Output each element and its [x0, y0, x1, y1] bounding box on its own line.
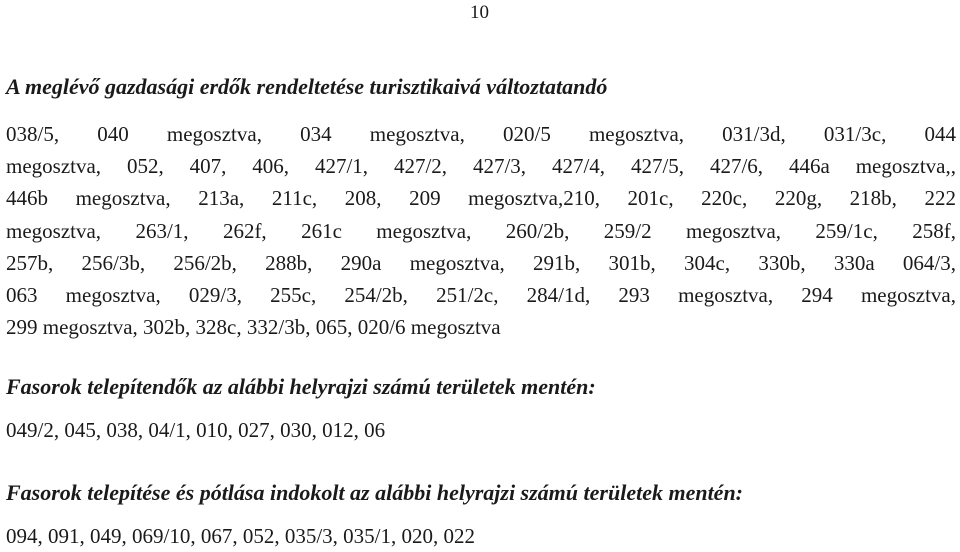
parcel-line: 049/2, 045, 038, 04/1, 010, 027, 030, 012, 06	[6, 418, 386, 442]
parcel-line: megosztva, 263/1, 262f, 261c megosztva, 260/2b, 259/2 megosztva, 259/1c, 258f,	[6, 218, 956, 243]
parcel-line: 038/5, 040 megosztva, 034 megosztva, 020/5 megosztva, 031/3d, 031/3c, 044	[6, 122, 956, 146]
parcel-list-tree-rows-planting	[6, 414, 956, 446]
parcel-line: 094, 091, 049, 069/10, 067, 052, 035/3, 035/1, 020, 022	[6, 524, 476, 548]
section-heading-forest-reclassification: A meglévő gazdasági erdők rendeltetése turisztikaivá változtatandó	[6, 74, 608, 99]
section-heading-tree-rows-replacement: Fasorok telepítése és pótlása indokolt az alábbi helyrajzi számú területek mentén:	[6, 480, 744, 505]
parcel-line: 446b megosztva, 213a, 211c, 208, 209 megosztva,210, 201c, 220c, 220g, 218b, 222	[6, 186, 956, 211]
section-heading-tree-rows-planting: Fasorok telepítendők az alábbi helyrajzi számú területek mentén:	[6, 374, 596, 399]
parcel-line: 063 megosztva, 029/3, 255c, 254/2b, 251/2c, 284/1d, 293 megosztva, 294 megosztva,	[6, 283, 956, 308]
parcel-line: 257b, 256/3b, 256/2b, 288b, 290a megosztva, 291b, 301b, 304c, 330b, 330a 064/3,	[6, 250, 956, 275]
parcel-list-tree-rows-replacement	[6, 520, 956, 552]
page-number: 10	[470, 2, 489, 23]
parcel-line: megosztva, 052, 407, 406, 427/1, 427/2, 427/3, 427/4, 427/5, 427/6, 446a megosztva,,	[6, 154, 956, 179]
parcel-line: 299 megosztva, 302b, 328c, 332/3b, 065, 020/6 megosztva	[6, 315, 501, 340]
parcel-list-forest-reclassification	[6, 118, 956, 343]
